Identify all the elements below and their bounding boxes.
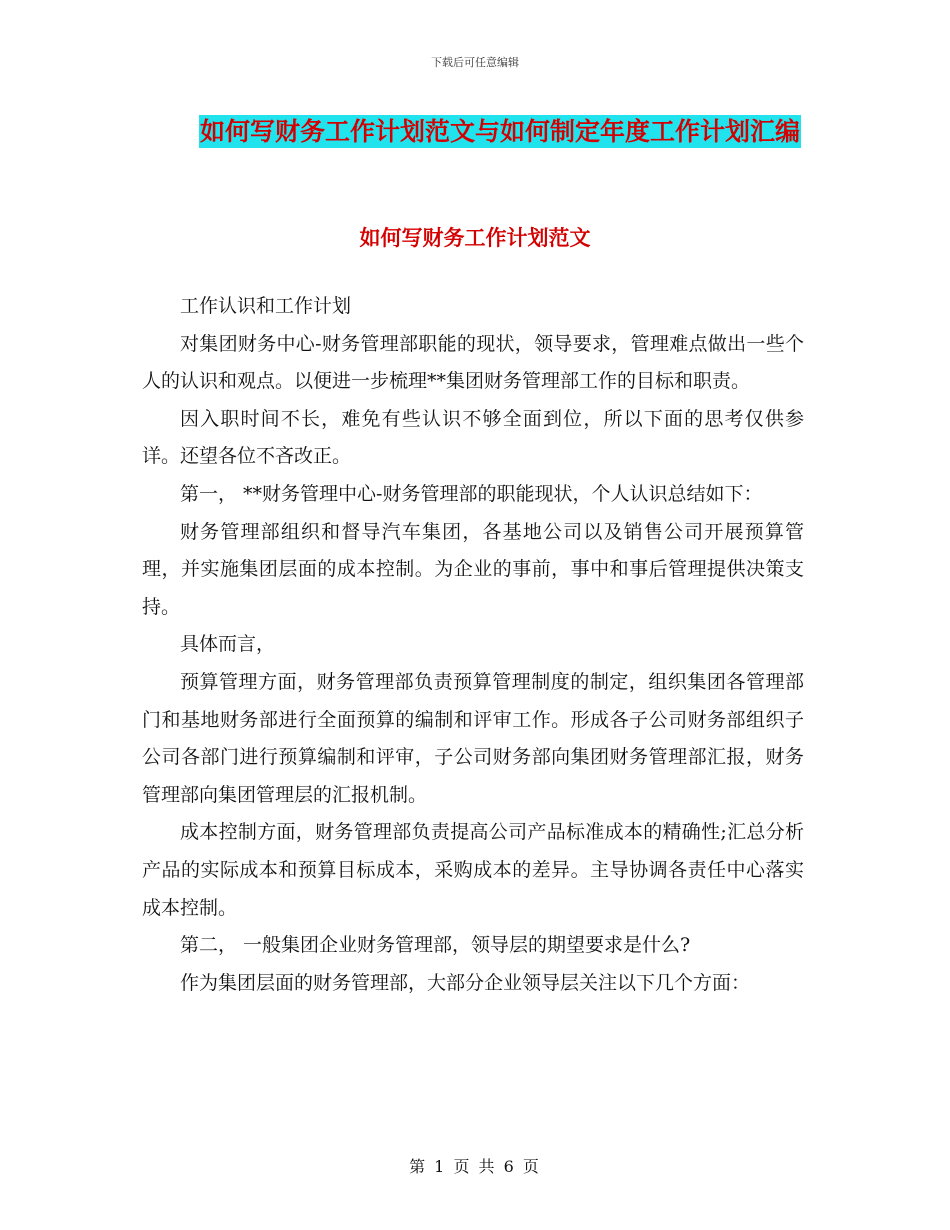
paragraph: 第一， **财务管理中心-财务管理部的职能现状，个人认识总结如下： — [180, 482, 763, 505]
paragraph: 财务管理部组织和督导汽车集团，各基地公司以及销售公司开展预算管理，并实施集团层面的成本控制。为企业的事前，事中和事后管理提供决策支持。 — [142, 520, 804, 618]
paragraph: 工作认识和工作计划 — [180, 295, 352, 317]
section-title: 如何写财务工作计划范文 — [359, 226, 591, 250]
document-title — [190, 110, 810, 154]
paragraph: 第二， 一般集团企业财务管理部，领导层的期望要求是什么? — [180, 934, 691, 957]
paragraph: 成本控制方面，财务管理部负责提高公司产品标准成本的精确性;汇总分析产品的实际成本和预算目标成本，采购成本的差异。主导协调各责任中心落实成本控制。 — [142, 821, 804, 919]
document-title-text: 如何写财务工作计划范文与如何制定年度工作计划汇编 — [199, 117, 800, 146]
paragraph: 具体而言， — [180, 633, 276, 656]
paragraph: 对集团财务中心-财务管理部职能的现状，领导要求，管理难点做出一些个人的认识和观点。以便进一步梳理**集团财务管理部工作的目标和职责。 — [142, 332, 804, 393]
page-number: 第 1 页 共 6 页 — [409, 1157, 541, 1176]
header-note: 下载后可任意编辑 — [431, 56, 519, 69]
document-body — [142, 288, 804, 1002]
paragraph: 因入职时间不长，难免有些认识不够全面到位，所以下面的思考仅供参详。还望各位不吝改正。 — [142, 407, 804, 468]
paragraph: 预算管理方面，财务管理部负责预算管理制度的制定，组织集团各管理部门和基地财务部进行全面预算的编制和评审工作。形成各子公司财务部组织子公司各部门进行预算编制和评审，子公司财务部向集团财务管理部汇报，财务管理部向集团管理层的汇报机制。 — [142, 670, 804, 806]
paragraph: 作为集团层面的财务管理部，大部分企业领导层关注以下几个方面： — [180, 971, 751, 994]
